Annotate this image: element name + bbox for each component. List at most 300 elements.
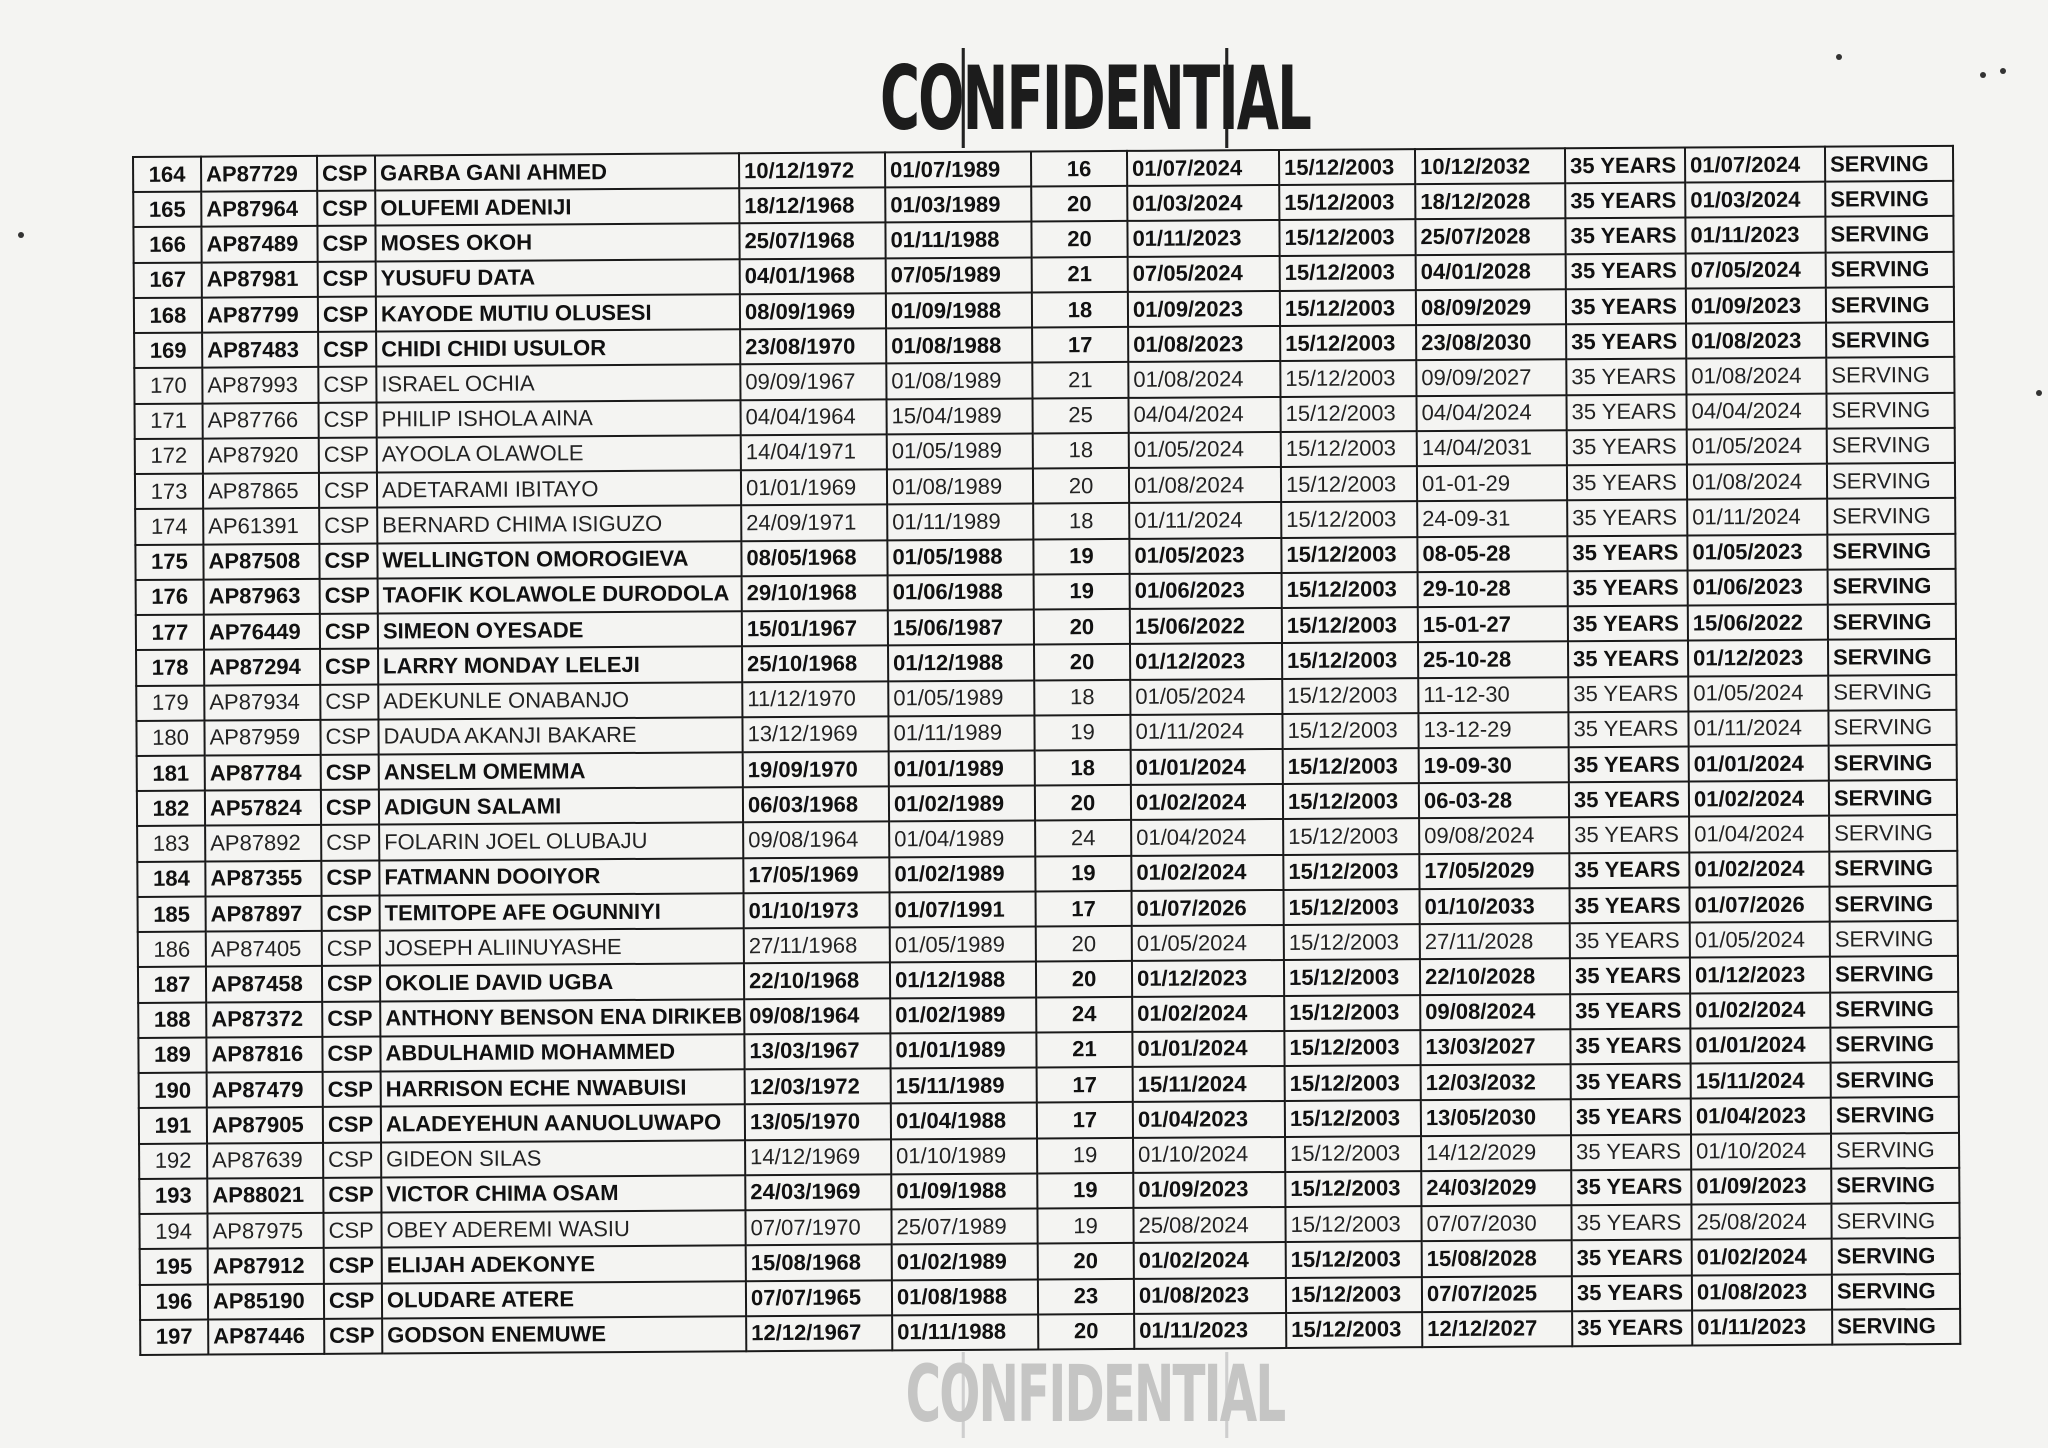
date-of-birth-cell: 04/04/1964: [741, 399, 887, 435]
promotion-date-cell: 15/12/2003: [1282, 642, 1418, 678]
length-of-service-cell: 35 YEARS: [1571, 1064, 1691, 1100]
officer-name-cell: ELIJAH ADEKONYE: [382, 1246, 746, 1283]
retirement-date-cell: 01/02/2024: [1131, 855, 1283, 891]
date-of-birth-cell: 25/07/1968: [739, 223, 885, 259]
years-cell: 20: [1038, 1314, 1134, 1350]
retirement-date-cell: 01/11/2023: [1134, 1313, 1286, 1349]
date-of-appointment-cell: 01/02/1989: [892, 1244, 1038, 1280]
retirement-date-cell: 01/07/2026: [1132, 890, 1284, 926]
retirement-date-cell: 01/11/2024: [1130, 714, 1282, 750]
exit-date-cell: 15/06/2022: [1688, 605, 1828, 641]
exit-date-cell: 01/02/2024: [1690, 992, 1830, 1028]
officer-name-cell: FOLARIN JOEL OLUBAJU: [379, 823, 743, 860]
status-cell: SERVING: [1829, 745, 1957, 781]
date-of-birth-cell: 12/03/1972: [745, 1068, 891, 1104]
rank-cell: CSP: [317, 156, 375, 192]
years-cell: 23: [1038, 1278, 1134, 1314]
date-of-birth-cell: 01/01/1969: [741, 470, 887, 506]
service-number-cell: AP87920: [203, 438, 319, 474]
retirement-date-cell: 01/05/2024: [1132, 925, 1284, 961]
officer-name-cell: ISRAEL OCHIA: [376, 365, 740, 402]
retirement-date-cell: 01/10/2024: [1133, 1137, 1285, 1173]
serial-number-cell: 190: [139, 1073, 207, 1109]
age-retirement-cell: 23/08/2030: [1416, 324, 1566, 360]
retirement-date-cell: 01/09/2023: [1128, 291, 1280, 327]
age-retirement-cell: 17/05/2029: [1419, 853, 1569, 889]
serial-number-cell: 177: [136, 615, 204, 651]
serial-number-cell: 179: [136, 685, 204, 721]
serial-number-cell: 197: [140, 1319, 208, 1355]
years-cell: 20: [1031, 186, 1127, 222]
age-retirement-cell: 06-03-28: [1419, 782, 1569, 818]
exit-date-cell: 01/08/2024: [1687, 464, 1827, 500]
status-cell: SERVING: [1828, 639, 1956, 675]
date-of-birth-cell: 09/08/1964: [744, 998, 890, 1034]
rank-cell: CSP: [322, 895, 380, 931]
rank-cell: CSP: [322, 1036, 380, 1072]
promotion-date-cell: 15/12/2003: [1284, 995, 1420, 1031]
rank-cell: CSP: [319, 402, 377, 438]
years-cell: 25: [1032, 398, 1128, 434]
date-of-appointment-cell: 01/12/1988: [888, 645, 1034, 681]
length-of-service-cell: 35 YEARS: [1570, 993, 1690, 1029]
years-cell: 17: [1037, 1102, 1133, 1138]
years-cell: 24: [1036, 997, 1132, 1033]
years-cell: 16: [1031, 151, 1127, 187]
age-retirement-cell: 27/11/2028: [1420, 923, 1570, 959]
retirement-date-cell: 01/02/2024: [1131, 784, 1283, 820]
service-number-cell: AP87294: [204, 649, 320, 685]
date-of-appointment-cell: 15/11/1989: [891, 1068, 1037, 1104]
serial-number-cell: 186: [138, 932, 206, 968]
years-cell: 20: [1035, 785, 1131, 821]
retirement-date-cell: 04/04/2024: [1128, 397, 1280, 433]
service-number-cell: AP87975: [207, 1213, 323, 1249]
length-of-service-cell: 35 YEARS: [1571, 1099, 1691, 1135]
promotion-date-cell: 15/12/2003: [1283, 783, 1419, 819]
promotion-date-cell: 15/12/2003: [1283, 819, 1419, 855]
exit-date-cell: 01/04/2023: [1691, 1098, 1831, 1134]
serial-number-cell: 174: [135, 509, 203, 545]
age-retirement-cell: 19-09-30: [1419, 747, 1569, 783]
years-cell: 24: [1035, 820, 1131, 856]
age-retirement-cell: 08/09/2029: [1416, 289, 1566, 325]
exit-date-cell: 01/06/2023: [1688, 569, 1828, 605]
date-of-birth-cell: 13/05/1970: [745, 1104, 891, 1140]
service-number-cell: AP87489: [201, 226, 317, 262]
service-number-cell: AP87964: [201, 191, 317, 227]
officer-name-cell: ADETARAMI IBITAYO: [377, 470, 741, 507]
officer-name-cell: OLUDARE ATERE: [382, 1281, 746, 1318]
date-of-appointment-cell: 01/09/1988: [891, 1173, 1037, 1209]
status-cell: SERVING: [1827, 428, 1955, 464]
service-number-cell: AP87963: [204, 579, 320, 615]
length-of-service-cell: 35 YEARS: [1567, 465, 1687, 501]
status-cell: SERVING: [1826, 393, 1954, 429]
status-cell: SERVING: [1825, 216, 1953, 252]
date-of-appointment-cell: 01/04/1989: [889, 821, 1035, 857]
age-retirement-cell: 15-01-27: [1418, 606, 1568, 642]
age-retirement-cell: 29-10-28: [1418, 571, 1568, 607]
date-of-appointment-cell: 01/02/1989: [890, 997, 1036, 1033]
length-of-service-cell: 35 YEARS: [1567, 429, 1687, 465]
serial-number-cell: 184: [137, 861, 205, 897]
scan-speck: [2036, 390, 2042, 396]
date-of-appointment-cell: 01/11/1988: [885, 222, 1031, 258]
length-of-service-cell: 35 YEARS: [1566, 359, 1686, 395]
status-cell: SERVING: [1829, 780, 1957, 816]
service-number-cell: AP87905: [207, 1107, 323, 1143]
serial-number-cell: 180: [136, 720, 204, 756]
status-cell: SERVING: [1831, 1203, 1959, 1239]
promotion-date-cell: 15/12/2003: [1283, 748, 1419, 784]
length-of-service-cell: 35 YEARS: [1571, 1134, 1691, 1170]
retirement-date-cell: 25/08/2024: [1133, 1207, 1285, 1243]
rank-cell: CSP: [317, 191, 375, 227]
years-cell: 21: [1032, 257, 1128, 293]
serial-number-cell: 187: [138, 967, 206, 1003]
serial-number-cell: 192: [139, 1143, 207, 1179]
years-cell: 20: [1033, 468, 1129, 504]
serial-number-cell: 166: [133, 227, 201, 263]
service-number-cell: AP87816: [206, 1037, 322, 1073]
length-of-service-cell: 35 YEARS: [1566, 324, 1686, 360]
years-cell: 18: [1034, 679, 1130, 715]
length-of-service-cell: 35 YEARS: [1571, 1169, 1691, 1205]
officer-name-cell: KAYODE MUTIU OLUSESI: [376, 294, 740, 331]
service-number-cell: AP87446: [208, 1319, 324, 1355]
retirement-date-cell: 01/04/2023: [1133, 1101, 1285, 1137]
length-of-service-cell: 35 YEARS: [1570, 958, 1690, 994]
officer-roster-table: [132, 145, 1961, 1356]
rank-cell: CSP: [320, 684, 378, 720]
officer-name-cell: GARBA GANI AHMED: [375, 153, 739, 190]
scan-speck: [1980, 72, 1986, 78]
retirement-date-cell: 01/07/2024: [1127, 150, 1279, 186]
length-of-service-cell: 35 YEARS: [1570, 923, 1690, 959]
status-cell: SERVING: [1828, 674, 1956, 710]
service-number-cell: AP87897: [206, 896, 322, 932]
service-number-cell: AP87892: [205, 825, 321, 861]
promotion-date-cell: 15/12/2003: [1285, 1065, 1421, 1101]
date-of-birth-cell: 12/12/1967: [746, 1315, 892, 1351]
date-of-birth-cell: 24/09/1971: [741, 505, 887, 541]
serial-number-cell: 167: [134, 262, 202, 298]
officer-name-cell: DAUDA AKANJI BAKARE: [378, 717, 742, 754]
scan-speck: [2000, 68, 2006, 74]
date-of-appointment-cell: 01/07/1989: [885, 152, 1031, 188]
years-cell: 21: [1032, 362, 1128, 398]
age-retirement-cell: 12/03/2032: [1421, 1064, 1571, 1100]
date-of-appointment-cell: 01/11/1989: [887, 504, 1033, 540]
rank-cell: CSP: [324, 1318, 382, 1354]
service-number-cell: AP87372: [206, 1001, 322, 1037]
age-retirement-cell: 04/01/2028: [1416, 254, 1566, 290]
exit-date-cell: 15/11/2024: [1691, 1063, 1831, 1099]
date-of-appointment-cell: 01/10/1989: [891, 1138, 1037, 1174]
status-cell: SERVING: [1828, 569, 1956, 605]
promotion-date-cell: 15/12/2003: [1283, 854, 1419, 890]
age-retirement-cell: 11-12-30: [1418, 677, 1568, 713]
exit-date-cell: 01/11/2024: [1688, 710, 1828, 746]
rank-cell: CSP: [323, 1142, 381, 1178]
length-of-service-cell: 35 YEARS: [1567, 535, 1687, 571]
exit-date-cell: 01/02/2024: [1689, 851, 1829, 887]
status-cell: SERVING: [1832, 1273, 1960, 1309]
service-number-cell: AP87639: [207, 1142, 323, 1178]
status-cell: SERVING: [1830, 1027, 1958, 1063]
rank-cell: CSP: [323, 1107, 381, 1143]
years-cell: 17: [1032, 327, 1128, 363]
promotion-date-cell: 15/12/2003: [1281, 537, 1417, 573]
retirement-date-cell: 01/02/2024: [1134, 1242, 1286, 1278]
length-of-service-cell: 35 YEARS: [1566, 253, 1686, 289]
length-of-service-cell: 35 YEARS: [1565, 218, 1685, 254]
serial-number-cell: 194: [139, 1214, 207, 1250]
officer-name-cell: ABDULHAMID MOHAMMED: [380, 1034, 744, 1071]
date-of-birth-cell: 13/03/1967: [744, 1033, 890, 1069]
rank-cell: CSP: [321, 754, 379, 790]
date-of-appointment-cell: 01/03/1989: [885, 187, 1031, 223]
date-of-birth-cell: 17/05/1969: [743, 857, 889, 893]
date-of-appointment-cell: 01/08/1989: [886, 363, 1032, 399]
retirement-date-cell: 15/06/2022: [1130, 608, 1282, 644]
date-of-appointment-cell: 01/07/1991: [890, 891, 1036, 927]
date-of-appointment-cell: 01/01/1989: [890, 1032, 1036, 1068]
length-of-service-cell: 35 YEARS: [1569, 852, 1689, 888]
retirement-date-cell: 01/05/2024: [1130, 678, 1282, 714]
length-of-service-cell: 35 YEARS: [1572, 1275, 1692, 1311]
status-cell: SERVING: [1832, 1238, 1960, 1274]
date-of-appointment-cell: 01/08/1989: [887, 469, 1033, 505]
exit-date-cell: 01/11/2023: [1692, 1309, 1832, 1345]
status-cell: SERVING: [1826, 357, 1954, 393]
promotion-date-cell: 15/12/2003: [1281, 431, 1417, 467]
confidential-stamp-bottom: CONFIDENTIAL: [905, 1350, 1285, 1440]
promotion-date-cell: 15/12/2003: [1280, 361, 1416, 397]
age-retirement-cell: 14/04/2031: [1417, 430, 1567, 466]
date-of-birth-cell: 14/12/1969: [745, 1139, 891, 1175]
years-cell: 18: [1033, 433, 1129, 469]
exit-date-cell: 01/12/2023: [1688, 640, 1828, 676]
service-number-cell: AP76449: [204, 614, 320, 650]
officer-name-cell: VICTOR CHIMA OSAM: [381, 1175, 745, 1212]
rank-cell: CSP: [319, 508, 377, 544]
rank-cell: CSP: [322, 931, 380, 967]
officer-name-cell: ANTHONY BENSON ENA DIRIKEB: [380, 999, 744, 1036]
length-of-service-cell: 35 YEARS: [1568, 606, 1688, 642]
date-of-birth-cell: 08/09/1969: [740, 293, 886, 329]
scan-speck: [18, 232, 24, 238]
promotion-date-cell: 15/12/2003: [1279, 220, 1415, 256]
rank-cell: CSP: [321, 790, 379, 826]
retirement-date-cell: 01/04/2024: [1131, 819, 1283, 855]
date-of-birth-cell: 07/07/1965: [746, 1280, 892, 1316]
exit-date-cell: 01/08/2023: [1692, 1274, 1832, 1310]
age-retirement-cell: 25-10-28: [1418, 642, 1568, 678]
status-cell: SERVING: [1831, 1062, 1959, 1098]
rank-cell: CSP: [319, 473, 377, 509]
age-retirement-cell: 09/08/2024: [1420, 994, 1570, 1030]
officer-name-cell: YUSUFU DATA: [376, 259, 740, 296]
status-cell: SERVING: [1831, 1097, 1959, 1133]
retirement-date-cell: 01/01/2024: [1131, 749, 1283, 785]
exit-date-cell: 01/07/2026: [1689, 887, 1829, 923]
age-retirement-cell: 24/03/2029: [1421, 1170, 1571, 1206]
serial-number-cell: 171: [135, 403, 203, 439]
promotion-date-cell: 15/12/2003: [1281, 501, 1417, 537]
years-cell: 19: [1035, 856, 1131, 892]
rank-cell: CSP: [321, 860, 379, 896]
age-retirement-cell: 15/08/2028: [1422, 1240, 1572, 1276]
officer-name-cell: OLUFEMI ADENIJI: [375, 189, 739, 226]
retirement-date-cell: 01/05/2023: [1129, 538, 1281, 574]
age-retirement-cell: 07/07/2025: [1422, 1276, 1572, 1312]
exit-date-cell: 01/05/2024: [1688, 675, 1828, 711]
exit-date-cell: 01/09/2023: [1691, 1168, 1831, 1204]
length-of-service-cell: 35 YEARS: [1568, 676, 1688, 712]
exit-date-cell: 04/04/2024: [1686, 393, 1826, 429]
age-retirement-cell: 10/12/2032: [1415, 148, 1565, 184]
exit-date-cell: 01/09/2023: [1686, 288, 1826, 324]
date-of-birth-cell: 27/11/1968: [744, 928, 890, 964]
service-number-cell: AP61391: [203, 508, 319, 544]
promotion-date-cell: 15/12/2003: [1285, 1206, 1421, 1242]
serial-number-cell: 169: [134, 333, 202, 369]
officer-name-cell: FATMANN DOOIYOR: [379, 858, 743, 895]
length-of-service-cell: 35 YEARS: [1572, 1240, 1692, 1276]
serial-number-cell: 168: [134, 298, 202, 334]
promotion-date-cell: 15/12/2003: [1286, 1277, 1422, 1313]
status-cell: SERVING: [1828, 710, 1956, 746]
rank-cell: CSP: [324, 1283, 382, 1319]
date-of-appointment-cell: 01/05/1988: [887, 539, 1033, 575]
rank-cell: CSP: [317, 226, 375, 262]
age-retirement-cell: 13-12-29: [1418, 712, 1568, 748]
promotion-date-cell: 15/12/2003: [1280, 325, 1416, 361]
rank-cell: CSP: [319, 437, 377, 473]
date-of-appointment-cell: 01/05/1989: [887, 433, 1033, 469]
years-cell: 19: [1034, 715, 1130, 751]
years-cell: 19: [1037, 1137, 1133, 1173]
date-of-appointment-cell: 01/04/1988: [891, 1103, 1037, 1139]
officer-name-cell: LARRY MONDAY LELEJI: [378, 647, 742, 684]
promotion-date-cell: 15/12/2003: [1285, 1136, 1421, 1172]
date-of-birth-cell: 22/10/1968: [744, 963, 890, 999]
rank-cell: CSP: [319, 543, 377, 579]
serial-number-cell: 185: [138, 896, 206, 932]
rank-cell: CSP: [320, 649, 378, 685]
date-of-appointment-cell: 01/01/1989: [889, 750, 1035, 786]
service-number-cell: AP57824: [205, 790, 321, 826]
serial-number-cell: 165: [133, 192, 201, 228]
status-cell: SERVING: [1827, 498, 1955, 534]
service-number-cell: AP88021: [207, 1178, 323, 1214]
date-of-birth-cell: 15/08/1968: [746, 1245, 892, 1281]
exit-date-cell: 01/05/2023: [1687, 534, 1827, 570]
serial-number-cell: 173: [135, 474, 203, 510]
retirement-date-cell: 01/02/2024: [1132, 996, 1284, 1032]
length-of-service-cell: 35 YEARS: [1567, 500, 1687, 536]
officer-name-cell: ALADEYEHUN AANUOLUWAPO: [381, 1105, 745, 1142]
officer-name-cell: WELLINGTON OMOROGIEVA: [377, 541, 741, 578]
rank-cell: CSP: [320, 719, 378, 755]
exit-date-cell: 01/08/2024: [1686, 358, 1826, 394]
officer-name-cell: ADEKUNLE ONABANJO: [378, 682, 742, 719]
officer-name-cell: AYOOLA OLAWOLE: [377, 435, 741, 472]
exit-date-cell: 01/12/2023: [1690, 957, 1830, 993]
exit-date-cell: 01/08/2023: [1686, 323, 1826, 359]
rank-cell: CSP: [320, 614, 378, 650]
status-cell: SERVING: [1827, 533, 1955, 569]
date-of-appointment-cell: 01/09/1988: [886, 292, 1032, 328]
age-retirement-cell: 12/12/2027: [1422, 1311, 1572, 1347]
officer-name-cell: MOSES OKOH: [375, 224, 739, 261]
confidential-stamp-top: CONFIDENTIAL: [879, 46, 1311, 150]
promotion-date-cell: 15/12/2003: [1284, 1030, 1420, 1066]
rank-cell: CSP: [323, 1072, 381, 1108]
officer-name-cell: HARRISON ECHE NWABUISI: [381, 1069, 745, 1106]
retirement-date-cell: 01/11/2024: [1129, 502, 1281, 538]
age-retirement-cell: 07/07/2030: [1421, 1205, 1571, 1241]
service-number-cell: AP87483: [202, 332, 318, 368]
age-retirement-cell: 09/08/2024: [1419, 818, 1569, 854]
serial-number-cell: 164: [133, 157, 201, 193]
age-retirement-cell: 09/09/2027: [1416, 360, 1566, 396]
service-number-cell: AP87766: [203, 403, 319, 439]
date-of-birth-cell: 15/01/1967: [742, 610, 888, 646]
retirement-date-cell: 01/12/2023: [1132, 960, 1284, 996]
scan-speck: [1836, 54, 1842, 60]
promotion-date-cell: 15/12/2003: [1285, 1100, 1421, 1136]
rank-cell: CSP: [322, 1001, 380, 1037]
officer-name-cell: BERNARD CHIMA ISIGUZO: [377, 506, 741, 543]
serial-number-cell: 189: [138, 1037, 206, 1073]
years-cell: 21: [1036, 1032, 1132, 1068]
date-of-birth-cell: 04/01/1968: [740, 258, 886, 294]
years-cell: 19: [1034, 574, 1130, 610]
years-cell: 19: [1037, 1208, 1133, 1244]
serial-number-cell: 188: [138, 1002, 206, 1038]
date-of-birth-cell: 25/10/1968: [742, 646, 888, 682]
rank-cell: CSP: [318, 261, 376, 297]
date-of-birth-cell: 14/04/1971: [741, 434, 887, 470]
date-of-appointment-cell: 01/02/1989: [889, 786, 1035, 822]
status-cell: SERVING: [1826, 287, 1954, 323]
exit-date-cell: 01/05/2024: [1690, 922, 1830, 958]
age-retirement-cell: 24-09-31: [1417, 501, 1567, 537]
status-cell: SERVING: [1829, 851, 1957, 887]
length-of-service-cell: 35 YEARS: [1568, 570, 1688, 606]
date-of-birth-cell: 29/10/1968: [742, 575, 888, 611]
roster-body: [133, 146, 1960, 1355]
service-number-cell: AP87912: [208, 1248, 324, 1284]
exit-date-cell: 01/02/2024: [1689, 781, 1829, 817]
date-of-birth-cell: 11/12/1970: [742, 681, 888, 717]
date-of-appointment-cell: 01/12/1988: [890, 962, 1036, 998]
age-retirement-cell: 22/10/2028: [1420, 959, 1570, 995]
serial-number-cell: 178: [136, 650, 204, 686]
date-of-appointment-cell: 01/05/1989: [890, 927, 1036, 963]
promotion-date-cell: 15/12/2003: [1282, 678, 1418, 714]
status-cell: SERVING: [1830, 921, 1958, 957]
age-retirement-cell: 25/07/2028: [1415, 219, 1565, 255]
years-cell: 20: [1038, 1243, 1134, 1279]
promotion-date-cell: 15/12/2003: [1284, 889, 1420, 925]
officer-name-cell: GIDEON SILAS: [381, 1140, 745, 1177]
service-number-cell: AP87479: [207, 1072, 323, 1108]
status-cell: SERVING: [1830, 991, 1958, 1027]
